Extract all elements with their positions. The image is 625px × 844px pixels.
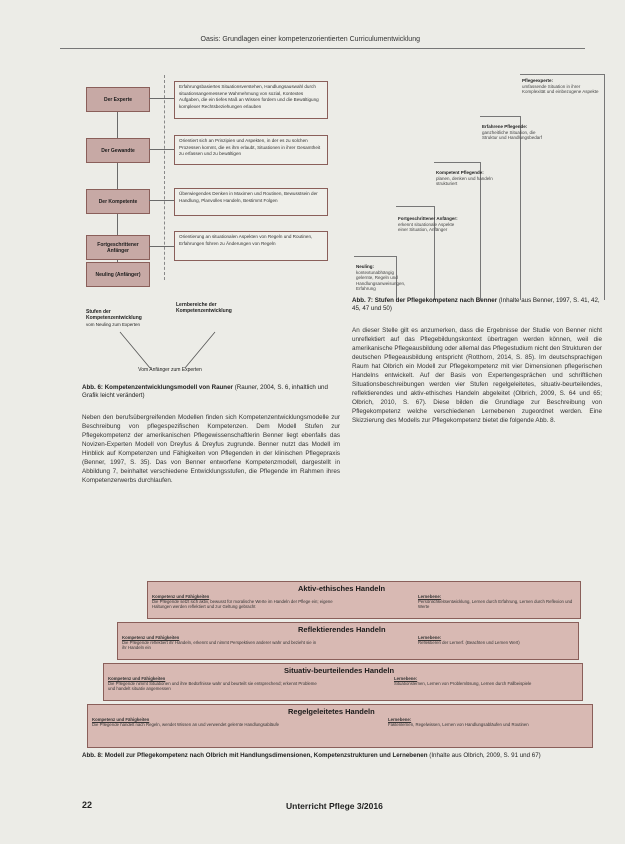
figure-8-caption xyxy=(82,752,602,760)
body-paragraph-left: Neben den berufsübergreifenden Modellen finden sich Kompetenzentwicklungsmodelle zur Beschreibung von pflegespezifischen Kompetenzen. Dem Modell Stufen zur Pflegekompetenz der amerikanischen Pflegewissenschaftlerin Benner liegt ebenfalls das Novizen-Experten Modell von Dreyfus & Dreyfus zugrunde. Benner nutzt das Modell im Hinblick auf Kompetenzen und Fähigkeiten von Pflegenden in der klinischen Pflegepraxis (Benner, 1997, S. 35). Das von Benner entworfene Kompetenzmodell, dargestellt in Abbildung 7, beinhaltet verschiedene Entwicklungsstufen, die Pflegende im Rahmen ihres Kompetenzerwerbs durchlaufen. xyxy=(82,414,340,484)
page-number: 22 xyxy=(82,800,93,810)
band-reflektierend: Reflektierendes Handeln Kompetenz und Fähigkeiten Die Pflegende reflektiert ihr Handeln, erkennt und nimmt Perspektiven anderer wahr und bezieht sie in ihr Handeln ein Lernebene: Reflektieren der Lernerf. (Beachten und Lernen Wert) xyxy=(117,622,579,660)
caption-label: Abb. 8: xyxy=(82,752,103,759)
body-paragraph-right: An dieser Stelle gilt es anzumerken, dass die Ergebnisse der Studie von Benner nicht unreflektiert auf das Pflegebildungskontext übertragen werden können, weil die amerikanische Pflegeausbildung oder allemal das Pflegestudium nicht den Strukturen der deutschen Pflegeausbildung entspricht (Rotthorn, 2014, S. 85). Im deutschsprachigen Raum hat Olbrich ein Modell zur Pflegekompetenz mit vier Dimensionen pflegerischen Handelns entwickelt. Auf der Basis von Expertengesprächen und schriftlichen Situationsbeschreibungen werden vier Stufen regelgeleitetes, situativ-beurteilendes, reflektierendes und aktiv-ethisches Handeln abgeleitet (Olbrich, 2009, S. 64 und 65; Olbrich, 2010, S. 67). Diese bilden die Grundlage zur Beschreibung von Pflegekompetenz welche verschiedenen Lernebenen zugeordnet werden. Eine Skizzierung des Modells zur Pflegekompetenz bietet die folgende Abb. 8. xyxy=(352,327,602,424)
axis-left-sub: vom Neuling zum Experten xyxy=(86,322,141,327)
header-text: Oasis: Grundlagen einer kompetenzorientierten Curriculumentwicklung xyxy=(200,36,420,43)
bottom-arrow-label: Vom Anfänger zum Experten xyxy=(138,367,202,373)
caption-label: Abb. 7: xyxy=(352,297,373,304)
connector-line xyxy=(149,149,174,150)
axis-right-label: Lernbereiche der Kompetenzentwicklung xyxy=(176,302,232,314)
step-advanced-beginner: Fortgeschrittener Anfänger: erkennt situationale Aspekte einer Situation, Anfänger xyxy=(398,216,458,232)
level-desc-proficient: Orientiert sich an Prinzipien und Aspekten, in der es zu solchen Prozessen kommt, die es ihm erlaubt, Situationen in ihrer Gesamtheit zu erfassen und zu bewältigen xyxy=(174,135,328,165)
level-desc-expert: Erfahrungsbasiertes Situationsverstehen, Handlungsauswahl durch situationsangemessene Wahrnehmung von sozial, Kontextes Aufgaben, die ein tiefes Maß an Wissen fordern und die Bewältigung komplexer Rechtsbeziehungen erlauben xyxy=(174,81,328,119)
caption-title: Modell zur Pflegekompetenz nach Olbrich mit Handlungsdimensionen, Kompetenzstrukturen und Lernebenen xyxy=(104,752,428,759)
level-box-expert: Der Experte xyxy=(86,87,150,112)
band-aktiv-ethisch: Aktiv-ethisches Handeln Kompetenz und Fähigkeiten Die Pflegende setzt sich aktiv, bewusst für moralische Werte im Handeln der Pflege ein; eigene Haltungen werden reflektiert und zur Geltung gebracht Lernebene: Persönlichkeitsentwicklung, Lernen durch Erfahrung, Lernen durch Reflexion und Werte xyxy=(147,581,581,619)
caption-source: (Inhalte aus Olbrich, 2009, S. 91 und 67) xyxy=(429,752,541,759)
axis-left-label: Stufen der Kompetenzentwicklung xyxy=(86,309,142,321)
connector-line xyxy=(149,200,174,201)
step-novice: Neuling: kontextunabhängig gelernte, Regeln und Handlungsanweisungen, Erfahrung xyxy=(356,264,406,291)
connector-line xyxy=(149,246,174,247)
dashed-divider xyxy=(164,75,165,280)
figure-8-pyramid xyxy=(85,576,595,776)
level-box-advanced-beginner: Fortgeschrittener Anfänger xyxy=(86,235,150,260)
level-box-proficient: Der Gewandte xyxy=(86,138,150,163)
level-box-novice: Neuling (Anfänger) xyxy=(86,262,150,287)
caption-title: Kompetenzentwicklungsmodell von Rauner xyxy=(104,384,233,391)
step-proficient: Erfahrene Pflegende: ganzheitliche Situation, die Struktur und Handlungsbedarf xyxy=(482,124,543,140)
step-expert: Pflegeexperte: umfassende Situation in ihrer Komplexität und einbezogene Aspekte xyxy=(522,78,599,94)
step-line xyxy=(480,116,521,300)
caption-source: (Inhalte aus Benner, 1997, S. 41, 42, 45, 47 und 50) xyxy=(352,297,600,312)
step-line xyxy=(520,74,605,300)
figure-7-caption xyxy=(352,297,602,313)
figure-7-staircase xyxy=(352,74,604,299)
level-box-competent: Der Kompetente xyxy=(86,189,150,214)
band-regelgeleitet: Regelgeleitetes Handeln Kompetenz und Fähigkeiten Die Pflegende handelt nach Regeln, wendet Wissen an und verwendet gelernte Handlungsabläufe Lernebene: Faktenlernen, Regelwissen, Lernen von Handlungsabläufen und Routinen xyxy=(87,704,593,748)
journal-title: Unterricht Pflege 3/2016 xyxy=(286,801,383,811)
caption-label: Abb. 6: xyxy=(82,384,103,391)
running-header xyxy=(60,34,585,49)
connector-line xyxy=(149,98,174,99)
level-desc-advanced-beginner: Orientierung an situationalen Aspekten von Regeln und Routinen, Erfahrungen führen zu Änderungen von Regeln xyxy=(174,231,328,261)
figure-6-caption xyxy=(82,384,340,400)
step-competent: Kompetent Pflegende: planen, denken und handeln strukturiert xyxy=(436,170,493,186)
caption-source: (Rauner, 2004, S. 6, inhaltlich und Grafik leicht verändert) xyxy=(82,384,328,399)
level-desc-competent: Überwiegendes Denken in Maximen und Routinen, Bewusstsein der Handlung, Planvolles Handeln, Bestimmt Folgen xyxy=(174,188,328,216)
band-situativ: Situativ-beurteilendes Handeln Kompetenz und Fähigkeiten Die Pflegende nimmt Situationen und ihre Bedürfnisse wahr und beurteilt sie entsprechend; erkennt Probleme und handelt situativ angemessen Lernebene: Situationslernen, Lernen von Problemlösung, Lernen durch Fallbeispiele xyxy=(103,663,583,701)
figure-6-competence-model xyxy=(80,75,338,375)
caption-title: Stufen der Pflegekompetenz nach Benner xyxy=(374,297,498,304)
